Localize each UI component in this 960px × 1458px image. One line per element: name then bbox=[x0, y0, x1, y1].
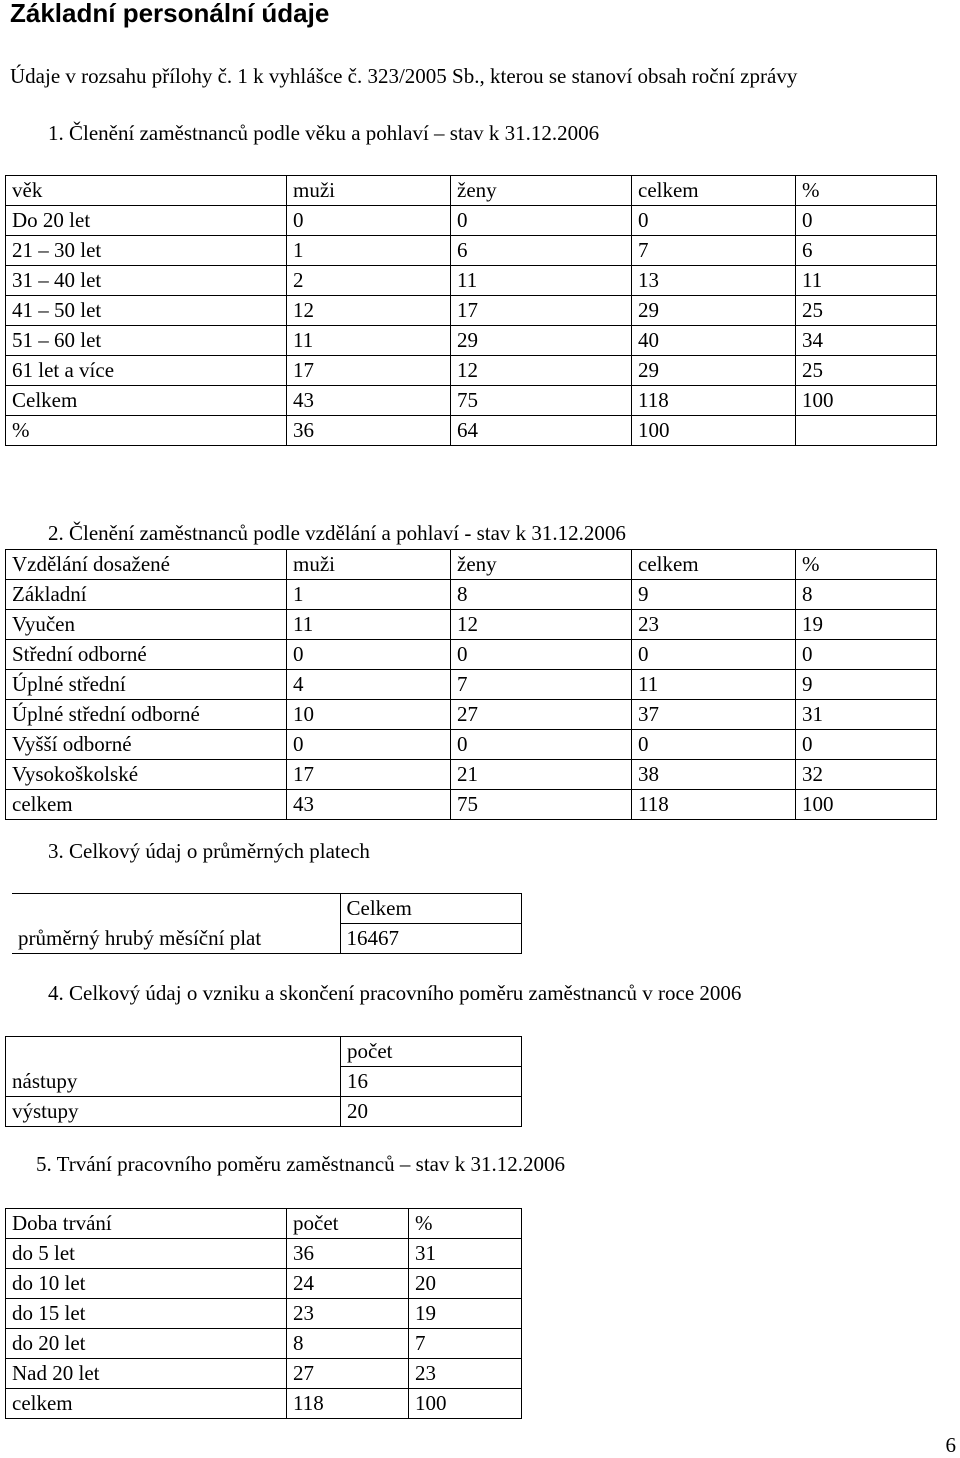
table-cell: 2 bbox=[287, 266, 451, 296]
age-row bbox=[6, 326, 937, 356]
table-header-row bbox=[6, 176, 937, 206]
table-cell: 25 bbox=[796, 356, 937, 386]
table-header-row bbox=[6, 1209, 522, 1239]
table-cell: celkem bbox=[6, 1389, 287, 1419]
table-cell: 21 – 30 let bbox=[6, 236, 287, 266]
education-row bbox=[6, 790, 937, 820]
table-cell: 61 let a více bbox=[6, 356, 287, 386]
table-cell: 10 bbox=[287, 700, 451, 730]
table-cell: 0 bbox=[451, 206, 632, 236]
table-header-cell: muži bbox=[287, 176, 451, 206]
age-gender-table bbox=[5, 175, 937, 446]
table-cell: 11 bbox=[287, 610, 451, 640]
table-cell: 8 bbox=[796, 580, 937, 610]
duration-row bbox=[6, 1359, 522, 1389]
education-row bbox=[6, 730, 937, 760]
education-row bbox=[6, 700, 937, 730]
table-cell: 100 bbox=[409, 1389, 522, 1419]
table-cell: 43 bbox=[287, 790, 451, 820]
table-cell: 17 bbox=[451, 296, 632, 326]
table-cell: 75 bbox=[451, 790, 632, 820]
table-cell: 9 bbox=[796, 670, 937, 700]
table-cell: 41 – 50 let bbox=[6, 296, 287, 326]
table-cell: 19 bbox=[796, 610, 937, 640]
table-cell: 118 bbox=[632, 386, 796, 416]
table-cell: 64 bbox=[451, 416, 632, 446]
table-cell: 8 bbox=[451, 580, 632, 610]
table-header-cell: % bbox=[409, 1209, 522, 1239]
section3-heading: 3. Celkový údaj o průměrných platech bbox=[48, 839, 370, 863]
table-cell: nástupy bbox=[6, 1067, 341, 1097]
education-row bbox=[6, 610, 937, 640]
section1-heading: 1. Členění zaměstnanců podle věku a pohlaví – stav k 31.12.2006 bbox=[48, 121, 600, 145]
table-cell: 100 bbox=[796, 386, 937, 416]
table-cell: 7 bbox=[451, 670, 632, 700]
page-number: 6 bbox=[945, 1433, 956, 1457]
table-cell: 7 bbox=[632, 236, 796, 266]
table-cell: 0 bbox=[451, 730, 632, 760]
table-header-cell: % bbox=[796, 550, 937, 580]
table-cell: do 5 let bbox=[6, 1239, 287, 1269]
duration-row bbox=[6, 1269, 522, 1299]
table-cell: 27 bbox=[451, 700, 632, 730]
table-cell: Vyučen bbox=[6, 610, 287, 640]
education-row bbox=[6, 670, 937, 700]
employment-row bbox=[6, 1067, 522, 1097]
table-cell: 0 bbox=[287, 640, 451, 670]
section5-heading: 5. Trvání pracovního poměru zaměstnanců – stav k 31.12.2006 bbox=[36, 1152, 565, 1176]
table-header-cell: Celkem bbox=[340, 894, 521, 924]
table-header-cell: počet bbox=[341, 1037, 522, 1067]
table-cell: Základní bbox=[6, 580, 287, 610]
table-cell: 12 bbox=[451, 610, 632, 640]
table-cell: 23 bbox=[632, 610, 796, 640]
table-cell: 24 bbox=[287, 1269, 409, 1299]
table-cell: průměrný hrubý měsíční plat bbox=[12, 924, 340, 954]
table-cell: do 10 let bbox=[6, 1269, 287, 1299]
table-cell: Úplné střední bbox=[6, 670, 287, 700]
table-cell: 11 bbox=[632, 670, 796, 700]
table-cell: 37 bbox=[632, 700, 796, 730]
average-salary-table bbox=[12, 893, 522, 954]
table-cell: 29 bbox=[451, 326, 632, 356]
table-cell: 31 – 40 let bbox=[6, 266, 287, 296]
age-row bbox=[6, 206, 937, 236]
table-cell: Nad 20 let bbox=[6, 1359, 287, 1389]
duration-row bbox=[6, 1389, 522, 1419]
table-cell: Vyšší odborné bbox=[6, 730, 287, 760]
table-cell: 0 bbox=[796, 730, 937, 760]
table-cell: 11 bbox=[796, 266, 937, 296]
employment-row bbox=[6, 1097, 522, 1127]
duration-row bbox=[6, 1329, 522, 1359]
table-header-row bbox=[6, 550, 937, 580]
table-cell: 0 bbox=[287, 206, 451, 236]
education-row bbox=[6, 760, 937, 790]
table-cell: 51 – 60 let bbox=[6, 326, 287, 356]
table-cell: 4 bbox=[287, 670, 451, 700]
table-cell: výstupy bbox=[6, 1097, 341, 1127]
table-cell: 12 bbox=[287, 296, 451, 326]
duration-row bbox=[6, 1299, 522, 1329]
age-row bbox=[6, 266, 937, 296]
table-cell: 20 bbox=[409, 1269, 522, 1299]
table-cell: 32 bbox=[796, 760, 937, 790]
table-cell: 20 bbox=[341, 1097, 522, 1127]
page-title: Základní personální údaje bbox=[10, 0, 330, 28]
age-row bbox=[6, 386, 937, 416]
table-cell: % bbox=[6, 416, 287, 446]
table-cell: celkem bbox=[6, 790, 287, 820]
table-cell: 0 bbox=[287, 730, 451, 760]
age-row bbox=[6, 236, 937, 266]
table-cell: 25 bbox=[796, 296, 937, 326]
table-cell: do 20 let bbox=[6, 1329, 287, 1359]
table-cell: 16467 bbox=[340, 924, 521, 954]
table-cell: 13 bbox=[632, 266, 796, 296]
table-header-row bbox=[12, 894, 521, 924]
table-header-cell: počet bbox=[287, 1209, 409, 1239]
table-cell: 17 bbox=[287, 760, 451, 790]
table-cell: 1 bbox=[287, 236, 451, 266]
table-header-cell bbox=[12, 894, 340, 924]
table-header-row bbox=[6, 1037, 522, 1067]
salary-row bbox=[12, 924, 521, 954]
table-header-cell: celkem bbox=[632, 550, 796, 580]
table-cell bbox=[796, 416, 937, 446]
table-header-cell: % bbox=[796, 176, 937, 206]
table-cell: 29 bbox=[632, 356, 796, 386]
table-cell: Vysokoškolské bbox=[6, 760, 287, 790]
table-cell: Celkem bbox=[6, 386, 287, 416]
table-header-cell: muži bbox=[287, 550, 451, 580]
table-cell: 21 bbox=[451, 760, 632, 790]
table-cell: 118 bbox=[287, 1389, 409, 1419]
table-header-cell: ženy bbox=[451, 176, 632, 206]
table-cell: 7 bbox=[409, 1329, 522, 1359]
section4-heading: 4. Celkový údaj o vzniku a skončení pracovního poměru zaměstnanců v roce 2006 bbox=[48, 981, 742, 1005]
table-cell: 36 bbox=[287, 1239, 409, 1269]
table-cell: 0 bbox=[796, 206, 937, 236]
intro-text: Údaje v rozsahu přílohy č. 1 k vyhlášce č. 323/2005 Sb., kterou se stanoví obsah roční zprávy bbox=[10, 64, 798, 88]
duration-row bbox=[6, 1239, 522, 1269]
table-cell: 9 bbox=[632, 580, 796, 610]
table-cell: 29 bbox=[632, 296, 796, 326]
table-cell: 0 bbox=[796, 640, 937, 670]
table-cell: 12 bbox=[451, 356, 632, 386]
table-cell: 27 bbox=[287, 1359, 409, 1389]
table-cell: 100 bbox=[796, 790, 937, 820]
table-header-cell: celkem bbox=[632, 176, 796, 206]
table-cell: 11 bbox=[287, 326, 451, 356]
table-cell: 1 bbox=[287, 580, 451, 610]
table-cell: 17 bbox=[287, 356, 451, 386]
table-cell: 118 bbox=[632, 790, 796, 820]
education-gender-table bbox=[5, 549, 937, 820]
employment-changes-table bbox=[5, 1036, 522, 1127]
table-cell: Úplné střední odborné bbox=[6, 700, 287, 730]
age-row bbox=[6, 296, 937, 326]
education-row bbox=[6, 640, 937, 670]
table-cell: 75 bbox=[451, 386, 632, 416]
table-header-cell: ženy bbox=[451, 550, 632, 580]
table-cell: 6 bbox=[796, 236, 937, 266]
table-cell: 38 bbox=[632, 760, 796, 790]
table-cell: 23 bbox=[409, 1359, 522, 1389]
table-header-cell bbox=[6, 1037, 341, 1067]
table-cell: 100 bbox=[632, 416, 796, 446]
table-cell: 8 bbox=[287, 1329, 409, 1359]
table-cell: do 15 let bbox=[6, 1299, 287, 1329]
table-cell: 0 bbox=[451, 640, 632, 670]
table-cell: 0 bbox=[632, 730, 796, 760]
table-cell: 34 bbox=[796, 326, 937, 356]
table-cell: 0 bbox=[632, 206, 796, 236]
table-cell: 43 bbox=[287, 386, 451, 416]
table-cell: 40 bbox=[632, 326, 796, 356]
table-cell: 19 bbox=[409, 1299, 522, 1329]
table-header-cell: Vzdělání dosažené bbox=[6, 550, 287, 580]
table-cell: 11 bbox=[451, 266, 632, 296]
section2-heading: 2. Členění zaměstnanců podle vzdělání a pohlaví - stav k 31.12.2006 bbox=[48, 521, 626, 545]
table-cell: 31 bbox=[409, 1239, 522, 1269]
table-cell: 23 bbox=[287, 1299, 409, 1329]
employment-duration-table bbox=[5, 1208, 522, 1419]
table-cell: Střední odborné bbox=[6, 640, 287, 670]
table-cell: 36 bbox=[287, 416, 451, 446]
age-row bbox=[6, 356, 937, 386]
table-header-cell: věk bbox=[6, 176, 287, 206]
table-cell: 6 bbox=[451, 236, 632, 266]
table-cell: 31 bbox=[796, 700, 937, 730]
table-cell: 16 bbox=[341, 1067, 522, 1097]
table-cell: 0 bbox=[632, 640, 796, 670]
age-row bbox=[6, 416, 937, 446]
table-header-cell: Doba trvání bbox=[6, 1209, 287, 1239]
table-cell: Do 20 let bbox=[6, 206, 287, 236]
education-row bbox=[6, 580, 937, 610]
